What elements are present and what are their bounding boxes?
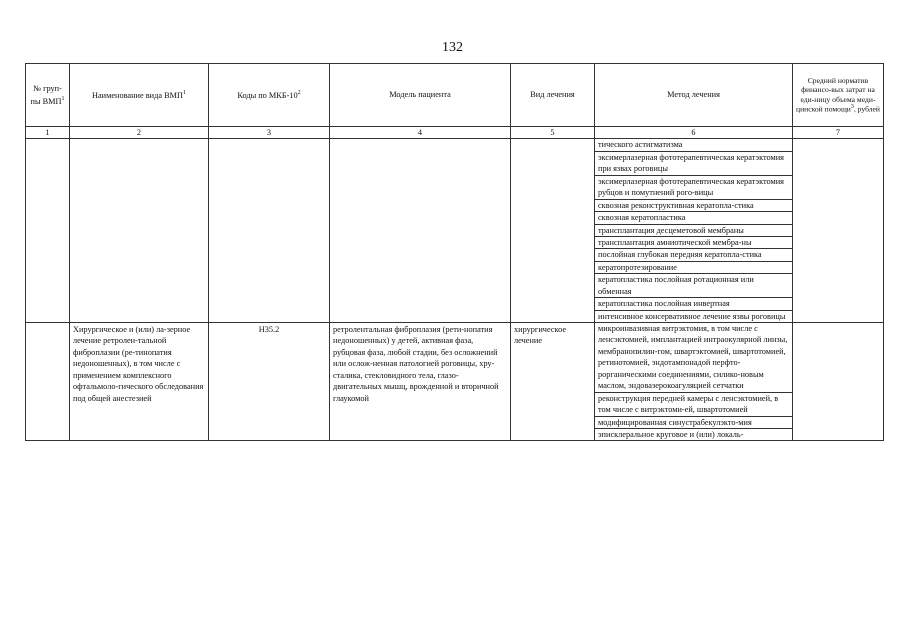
method-item: эксимерлазерная фототерапевтическая кератэктомия рубцов и помутнений рого-вицы bbox=[595, 175, 792, 199]
treatment-type-cell bbox=[511, 139, 595, 323]
method-item: трансплантация десцеметовой мембраны bbox=[595, 224, 792, 236]
method-item: модифицированная синустрабекулэкто-мия bbox=[595, 416, 792, 428]
column-number: 6 bbox=[595, 127, 793, 139]
treatment-method-cell bbox=[595, 323, 793, 441]
column-number-row bbox=[26, 127, 884, 139]
icd-code-cell: H35.2 bbox=[209, 323, 330, 441]
treatment-type-cell: хирургическое лечение bbox=[511, 323, 595, 441]
method-item: кератопротезирование bbox=[595, 261, 792, 273]
table-row bbox=[26, 323, 884, 441]
header-cost-norm: Средний норматив финансо-вых затрат на еди-ницу объема меди-цинской помощи$^3$, рублей bbox=[793, 64, 884, 127]
method-item: послойная глубокая передняя кератопла-стика bbox=[595, 248, 792, 260]
vmp-table bbox=[25, 63, 884, 441]
table-row bbox=[26, 139, 884, 323]
cost-norm-cell bbox=[793, 323, 884, 441]
treatment-method-cell bbox=[595, 139, 793, 323]
group-number-cell bbox=[26, 323, 70, 441]
page-number: 132 bbox=[442, 40, 463, 55]
patient-model-cell: ретролентальная фиброплазия (рети-нопатия недоношенных) у детей, активная фаза, рубцовая фаза, любой стадии, без осложнений или ослож-ненная патологией роговицы, хру-сталика, стекловидного тела, глазо-двигательных мышц, врожденной и вторичной глаукомой bbox=[330, 323, 511, 441]
column-number: 4 bbox=[330, 127, 511, 139]
method-item: реконструкция передней камеры с ленсэктомией, в том числе с витрэктоми-ей, швартотомией bbox=[595, 392, 792, 416]
header-patient-model: Модель пациента bbox=[330, 64, 511, 127]
header-treatment-method: Метод лечения bbox=[595, 64, 793, 127]
vmp-name-cell bbox=[70, 139, 209, 323]
vmp-name-cell: Хирургическое и (или) ла-зерное лечение ретролен-тальной фиброплазии (ре-тинопатия недоношенных), в том числе с применением комплексного офтальмоло-гического обследования под общей анестезией bbox=[70, 323, 209, 441]
method-item: трансплантация амниотической мембра-ны bbox=[595, 236, 792, 248]
column-number: 5 bbox=[511, 127, 595, 139]
method-item: тического астигматизма bbox=[598, 140, 683, 150]
method-item: кератопластика послойная ротационная или обменная bbox=[595, 273, 792, 297]
method-item: эписклеральное круговое и (или) локаль- bbox=[595, 428, 792, 440]
column-number: 1 bbox=[26, 127, 70, 139]
patient-model-cell bbox=[330, 139, 511, 323]
method-item: интенсивное консервативное лечение язвы роговицы bbox=[595, 310, 792, 322]
method-item: микроинвазивная витрэктомия, в том числе с ленсэктомией, имплантацией интраокулярной линзы, мембранопилин-гом, швартэктомией, швартотомией, ретинотомией, эндотампонадой перфто-рорганическими соединениями, силико-новым маслом, эндовазерокоагуляцией сетчатки bbox=[598, 324, 788, 391]
icd-code-cell bbox=[209, 139, 330, 323]
header-vmp-name: Наименование вида ВМП$^1$ bbox=[70, 64, 209, 127]
method-item: сквозная реконструктивная кератопла-стика bbox=[595, 199, 792, 211]
header-group-number: № груп-пы ВМП$^1$ bbox=[26, 64, 70, 127]
header-row bbox=[26, 64, 884, 127]
column-number: 2 bbox=[70, 127, 209, 139]
method-item: сквозная кератопластика bbox=[595, 211, 792, 223]
column-number: 7 bbox=[793, 127, 884, 139]
column-number: 3 bbox=[209, 127, 330, 139]
cost-norm-cell bbox=[793, 139, 884, 323]
header-treatment-type: Вид лечения bbox=[511, 64, 595, 127]
header-icd-codes: Коды по МКБ-$10^2$ bbox=[209, 64, 330, 127]
method-item: кератопластика послойная инвертная bbox=[595, 297, 792, 309]
method-item: эксимерлазерная фототерапевтическая кератэктомия при язвах роговицы bbox=[595, 151, 792, 175]
group-number-cell bbox=[26, 139, 70, 323]
